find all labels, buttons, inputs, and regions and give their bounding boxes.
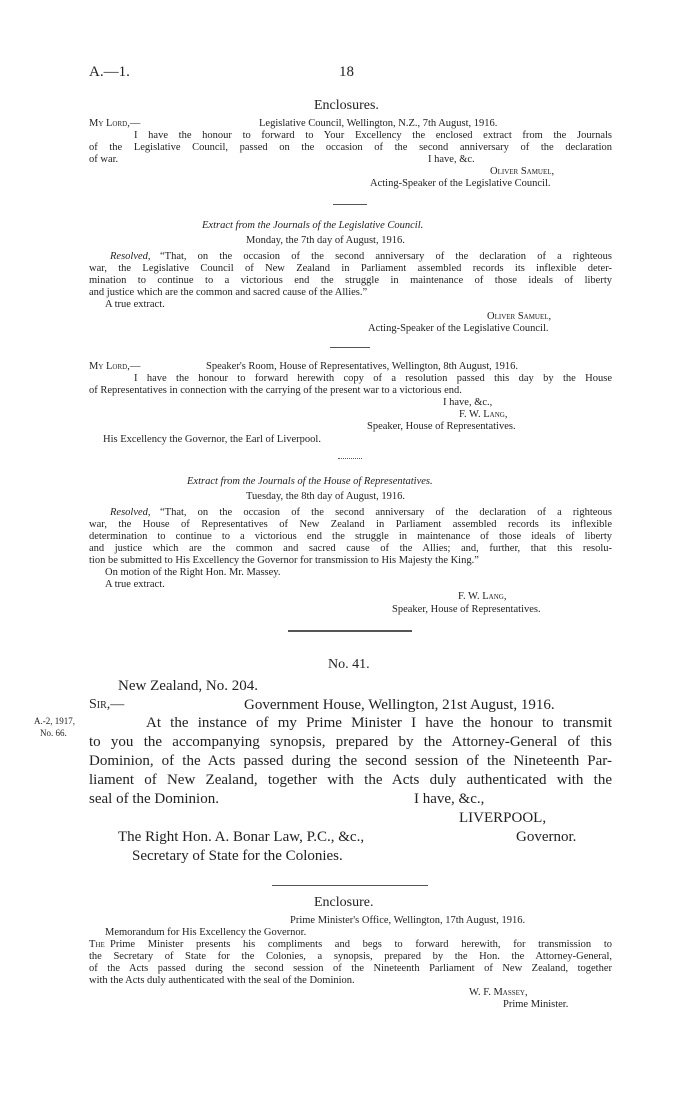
separator-rule <box>333 204 367 205</box>
extract1-heading: Extract from the Journals of the Legislative Council. <box>202 220 424 231</box>
enclosure-signatory-title: Prime Minister. <box>503 999 569 1010</box>
letter1-signatory: Oliver Samuel, <box>490 166 555 177</box>
letter2-body-line: I have the honour to forward herewith copy of a resolution passed this day by the House <box>134 373 612 384</box>
despatch-number: No. 41. <box>328 657 370 672</box>
despatch-place-date: Government House, Wellington, 21st August, 1916. <box>244 697 555 713</box>
letter1-place-date: Legislative Council, Wellington, N.Z., 7th August, 1916. <box>259 118 498 129</box>
despatch-addressee: Secretary of State for the Colonies. <box>132 848 343 864</box>
despatch-salutation: Sir,— <box>89 697 125 712</box>
enclosure-signatory: W. F. Massey, <box>469 987 528 998</box>
extract1-body-line: and justice which are the common and sacred cause of the Allies.” <box>89 287 368 298</box>
extract1-signatory: Oliver Samuel, <box>487 311 552 322</box>
despatch-reference: New Zealand, No. 204. <box>118 678 258 694</box>
margin-note: No. 66. <box>40 728 67 738</box>
enclosures-heading: Enclosures. <box>314 98 379 113</box>
separator-rule <box>330 347 370 348</box>
extract1-body-line: mination to continue to a victorious end the struggle in maintenance of those ideals of liberty <box>89 275 612 286</box>
letter1-body-line: of war. <box>89 154 119 165</box>
enclosure-memorandum: Memorandum for His Excellency the Governor. <box>105 927 307 938</box>
letter2-closing: I have, &c., <box>443 397 493 408</box>
extract2-body-line: “That, on the occasion of the second anniversary of the declaration of a righteous <box>160 507 612 518</box>
despatch-body-line: to you the accompanying synopsis, prepared by the Attorney-General of this <box>89 734 612 750</box>
extract2-date: Tuesday, the 8th day of August, 1916. <box>246 491 406 502</box>
enclosure-place-date: Prime Minister's Office, Wellington, 17th August, 1916. <box>290 915 526 926</box>
extract2-resolved-label: Resolved, <box>110 507 151 518</box>
margin-note: A.-2, 1917, <box>34 716 75 726</box>
letter2-salutation: My Lord,— <box>89 361 141 372</box>
letter1-body-line: I have the honour to forward to Your Excellency the enclosed extract from the Journals <box>134 130 612 141</box>
despatch-signatory: LIVERPOOL, <box>459 810 547 826</box>
letter2-place-date: Speaker's Room, House of Representatives, Wellington, 8th August, 1916. <box>206 361 519 372</box>
despatch-closing: I have, &c., <box>414 791 485 807</box>
letter1-salutation: My Lord,— <box>89 118 141 129</box>
enclosure-body-line: the Secretary of State for the Colonies, a synopsis, prepared by the Hon. the Attorney-General, <box>89 951 612 962</box>
separator-rule <box>338 458 362 459</box>
extract2-true-extract: A true extract. <box>105 579 165 590</box>
letter1-signatory-title: Acting-Speaker of the Legislative Council. <box>370 178 551 189</box>
extract1-resolved-label: Resolved, <box>110 251 151 262</box>
extract1-signatory-title: Acting-Speaker of the Legislative Council. <box>368 323 549 334</box>
letter2-body-line: of Representatives in connection with the carrying of the present war to a victorious end. <box>89 385 462 396</box>
enclosure-body-line: of the Acts passed during the second session of the Nineteenth Parliament of New Zealand, together <box>89 963 612 974</box>
enclosure-body-start: The <box>89 939 105 950</box>
letter1-closing: I have, &c. <box>428 154 475 165</box>
page-reference: A.—1. <box>89 64 130 80</box>
extract2-motion: On motion of the Right Hon. Mr. Massey. <box>105 567 281 578</box>
letter1-body-line: of the Legislative Council, passed on the occasion of the second anniversary of the declaration <box>89 142 612 153</box>
extract2-body-line: and justice which are the common and sacred cause of the Allies; and, further, that this resolu- <box>89 543 612 554</box>
section-rule <box>272 885 428 886</box>
despatch-body-line: Dominion, of the Acts passed during the second session of the Nineteenth Par- <box>89 753 612 769</box>
despatch-addressee: The Right Hon. A. Bonar Law, P.C., &c., <box>118 829 365 845</box>
despatch-body-line: seal of the Dominion. <box>89 791 219 807</box>
enclosure-heading: Enclosure. <box>314 895 374 910</box>
extract2-body-line: war, the House of Representatives of New Zealand in Parliament assembled records its inflexible <box>89 519 612 530</box>
letter2-signatory: F. W. Lang, <box>459 409 508 420</box>
extract1-date: Monday, the 7th day of August, 1916. <box>246 235 405 246</box>
despatch-body-line: At the instance of my Prime Minister I have the honour to transmit <box>146 715 612 731</box>
extract2-signatory-title: Speaker, House of Representatives. <box>392 604 541 615</box>
extract2-body-line: tion be submitted to His Excellency the Governor for transmission to His Majesty the King.” <box>89 555 479 566</box>
extract2-body-line: determination to continue to a victorious end the struggle in maintenance of those ideals of liberty <box>89 531 612 542</box>
enclosure-body-line: Prime Minister presents his compliments and begs to forward herewith, for transmission to <box>110 939 612 950</box>
extract2-signatory: F. W. Lang, <box>458 591 507 602</box>
page-number: 18 <box>339 64 354 80</box>
enclosure-body-line: with the Acts duly authenticated with the seal of the Dominion. <box>89 975 355 986</box>
letter2-signatory-title: Speaker, House of Representatives. <box>367 421 516 432</box>
despatch-body-line: liament of New Zealand, together with the Acts duly authenticated with the <box>89 772 612 788</box>
extract1-body-line: “That, on the occasion of the second anniversary of the declaration of a righteous <box>160 251 612 262</box>
extract1-body-line: war, the Legislative Council of New Zealand in Parliament assembled records its inflexible deter- <box>89 263 612 274</box>
extract2-heading: Extract from the Journals of the House of Representatives. <box>187 476 433 487</box>
letter2-addressee: His Excellency the Governor, the Earl of Liverpool. <box>103 434 321 445</box>
section-rule <box>288 630 412 632</box>
extract1-true-extract: A true extract. <box>105 299 165 310</box>
despatch-signatory-title: Governor. <box>516 829 577 845</box>
